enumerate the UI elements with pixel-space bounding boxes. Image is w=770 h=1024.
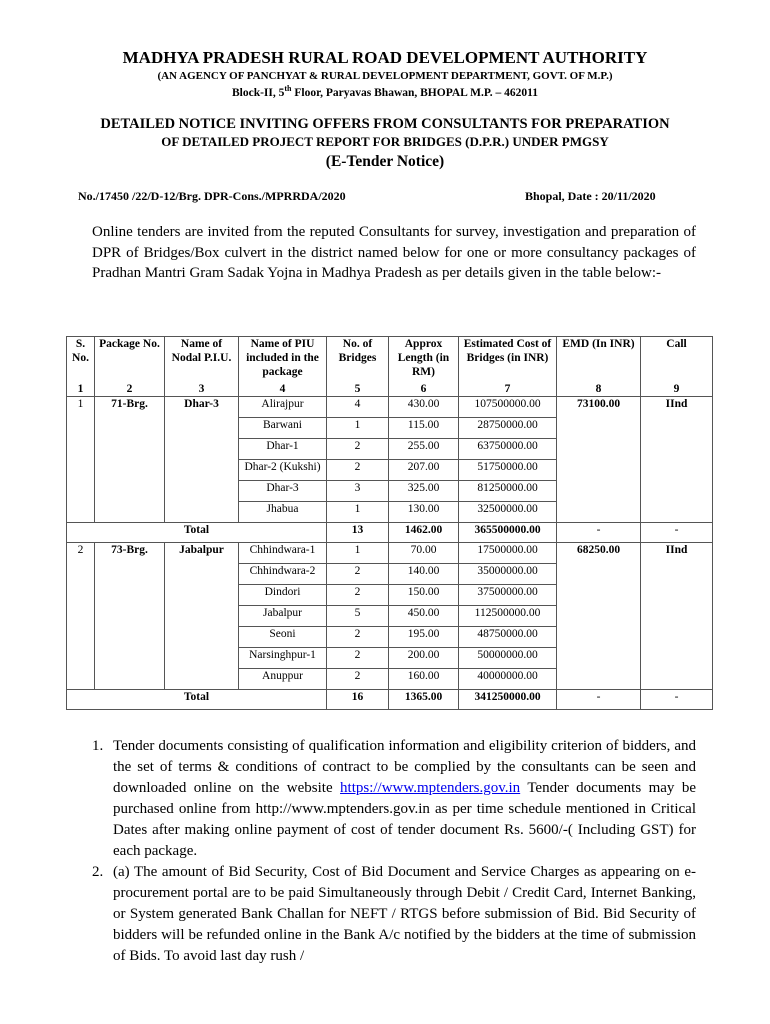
approx-length: 70.00 (389, 542, 459, 563)
clause-number: 1. (92, 738, 104, 754)
bridge-count: 1 (327, 417, 389, 438)
piu-name: Alirajpur (239, 396, 327, 417)
approx-length: 195.00 (389, 626, 459, 647)
bridge-count: 4 (327, 396, 389, 417)
intro-paragraph: Online tenders are invited from the reputed Consultants for survey, investigation and preparation of DPR of Bridges/Box culvert in the district named below for one or more consultancy packages of Pradhan Mantri Gram Sadak Yojna in Madhya Pradesh as per details given in the table below:- (92, 224, 696, 281)
piu-name: Jabalpur (239, 605, 327, 626)
piu-name: Anuppur (239, 668, 327, 689)
estimated-cost: 28750000.00 (459, 417, 557, 438)
total-cost: 365500000.00 (459, 522, 557, 542)
header-cell: No. of Bridges (327, 337, 389, 383)
header-cell: Name of PIU included in the package (239, 337, 327, 383)
total-emd: - (557, 522, 641, 542)
notice-date: Bhopal, Date : 20/11/2020 (525, 189, 656, 203)
bridge-count: 2 (327, 438, 389, 459)
total-call: - (641, 522, 713, 542)
header-cell: EMD (In INR) (557, 337, 641, 383)
column-number: 1 (67, 383, 95, 397)
org-name: MADHYA PRADESH RURAL ROAD DEVELOPMENT AUTHORITY (122, 48, 648, 67)
estimated-cost: 81250000.00 (459, 480, 557, 501)
header-cell: Approx Length (in RM) (389, 337, 459, 383)
piu-name: Barwani (239, 417, 327, 438)
piu-name: Dhar-1 (239, 438, 327, 459)
piu-name: Narsinghpur-1 (239, 647, 327, 668)
total-bridges: 16 (327, 689, 389, 709)
mptenders-link[interactable]: https://www.mptenders.gov.in (340, 780, 521, 796)
org-agency: (AN AGENCY OF PANCHYAT & RURAL DEVELOPMENT DEPARTMENT, GOVT. OF M.P.) (157, 70, 613, 82)
address-superscript: th (284, 84, 292, 93)
package-number: 73-Brg. (95, 542, 165, 689)
approx-length: 160.00 (389, 668, 459, 689)
piu-name: Chhindwara-2 (239, 563, 327, 584)
bridge-count: 2 (327, 668, 389, 689)
emd-amount: 73100.00 (557, 396, 641, 522)
approx-length: 207.00 (389, 459, 459, 480)
clause-item (92, 736, 696, 862)
reference-number: No./17450 /22/D-12/Brg. DPR-Cons./MPRRDA/2020 (78, 189, 346, 203)
approx-length: 450.00 (389, 605, 459, 626)
estimated-cost: 107500000.00 (459, 396, 557, 417)
estimated-cost: 50000000.00 (459, 647, 557, 668)
bridge-count: 5 (327, 605, 389, 626)
piu-name: Dhar-3 (239, 480, 327, 501)
bridge-count: 2 (327, 563, 389, 584)
header-cell: Call (641, 337, 713, 383)
approx-length: 115.00 (389, 417, 459, 438)
clause-text: (a) The amount of Bid Security, Cost of Bid Document and Service Charges as appearing on e-procurement portal are to be paid Simultaneously through Debit / Credit Card, Internet Banking, or System generated Bank Challan for NEFT / RTGS before submission of Bid. Bid Security of bidders will be refunded online in the Bank A/c notified by the bidders at the time of submission of Bids. To avoid last day rush / (113, 864, 696, 964)
column-number: 2 (95, 383, 165, 397)
nodal-piu: Jabalpur (165, 542, 239, 689)
total-length: 1462.00 (389, 522, 459, 542)
approx-length: 200.00 (389, 647, 459, 668)
total-length: 1365.00 (389, 689, 459, 709)
column-number: 8 (557, 383, 641, 397)
estimated-cost: 37500000.00 (459, 584, 557, 605)
notice-title-line-1: DETAILED NOTICE INVITING OFFERS FROM CONSULTANTS FOR PREPARATION (100, 116, 670, 132)
bridge-count: 2 (327, 584, 389, 605)
bridge-count: 3 (327, 480, 389, 501)
total-label: Total (67, 522, 327, 542)
serial-number: 1 (67, 396, 95, 522)
clause-item (92, 862, 696, 967)
table-header-row (67, 337, 713, 383)
approx-length: 130.00 (389, 501, 459, 522)
bridge-count: 1 (327, 542, 389, 563)
notice-title-line-3: (E-Tender Notice) (325, 153, 445, 170)
total-label: Total (67, 689, 327, 709)
header-cell: S. No. (67, 337, 95, 383)
bridge-count: 2 (327, 647, 389, 668)
bridge-count: 2 (327, 459, 389, 480)
estimated-cost: 112500000.00 (459, 605, 557, 626)
header-cell: Name of Nodal P.I.U. (165, 337, 239, 383)
column-number: 4 (239, 383, 327, 397)
header-cell: Estimated Cost of Bridges (in INR) (459, 337, 557, 383)
estimated-cost: 35000000.00 (459, 563, 557, 584)
table-total-row (67, 522, 713, 542)
estimated-cost: 63750000.00 (459, 438, 557, 459)
org-address (0, 84, 770, 99)
address-part-1: Block-II, 5 (231, 86, 285, 99)
estimated-cost: 17500000.00 (459, 542, 557, 563)
column-number-row (67, 383, 713, 397)
piu-name: Dindori (239, 584, 327, 605)
column-number: 7 (459, 383, 557, 397)
piu-name: Seoni (239, 626, 327, 647)
clause-text: Tender documents consisting of qualification information and eligibility criterion of bidders, and the set of terms & conditions of contract to be complied by the consultants can be seen and downloaded online on the website (113, 738, 696, 796)
address-part-2: Floor, Paryavas Bhawan, BHOPAL M.P. – 462011 (291, 86, 539, 99)
tender-table (66, 336, 713, 710)
piu-name: Jhabua (239, 501, 327, 522)
clause-text: Tender documents may be purchased online from http://www.mptenders.gov.in as per time schedule mentioned in Critical Dates after making online payment of cost of tender document Rs. 5600/-( Including GST) for each package. (113, 780, 696, 859)
approx-length: 255.00 (389, 438, 459, 459)
total-call: - (641, 689, 713, 709)
table-row (67, 542, 713, 563)
estimated-cost: 48750000.00 (459, 626, 557, 647)
clause-list (92, 736, 696, 967)
estimated-cost: 51750000.00 (459, 459, 557, 480)
column-number: 3 (165, 383, 239, 397)
approx-length: 325.00 (389, 480, 459, 501)
total-cost: 341250000.00 (459, 689, 557, 709)
call-number: IInd (641, 542, 713, 689)
piu-name: Dhar-2 (Kukshi) (239, 459, 327, 480)
estimated-cost: 32500000.00 (459, 501, 557, 522)
column-number: 5 (327, 383, 389, 397)
total-bridges: 13 (327, 522, 389, 542)
bridge-count: 2 (327, 626, 389, 647)
approx-length: 430.00 (389, 396, 459, 417)
emd-amount: 68250.00 (557, 542, 641, 689)
notice-title-line-2: OF DETAILED PROJECT REPORT FOR BRIDGES (D.P.R.) UNDER PMGSY (161, 134, 609, 149)
column-number: 6 (389, 383, 459, 397)
package-number: 71-Brg. (95, 396, 165, 522)
bridge-count: 1 (327, 501, 389, 522)
approx-length: 140.00 (389, 563, 459, 584)
nodal-piu: Dhar-3 (165, 396, 239, 522)
call-number: IInd (641, 396, 713, 522)
header-cell: Package No. (95, 337, 165, 383)
table-row (67, 396, 713, 417)
approx-length: 150.00 (389, 584, 459, 605)
piu-name: Chhindwara-1 (239, 542, 327, 563)
column-number: 9 (641, 383, 713, 397)
table-total-row (67, 689, 713, 709)
estimated-cost: 40000000.00 (459, 668, 557, 689)
clause-number: 2. (92, 864, 104, 880)
serial-number: 2 (67, 542, 95, 689)
total-emd: - (557, 689, 641, 709)
